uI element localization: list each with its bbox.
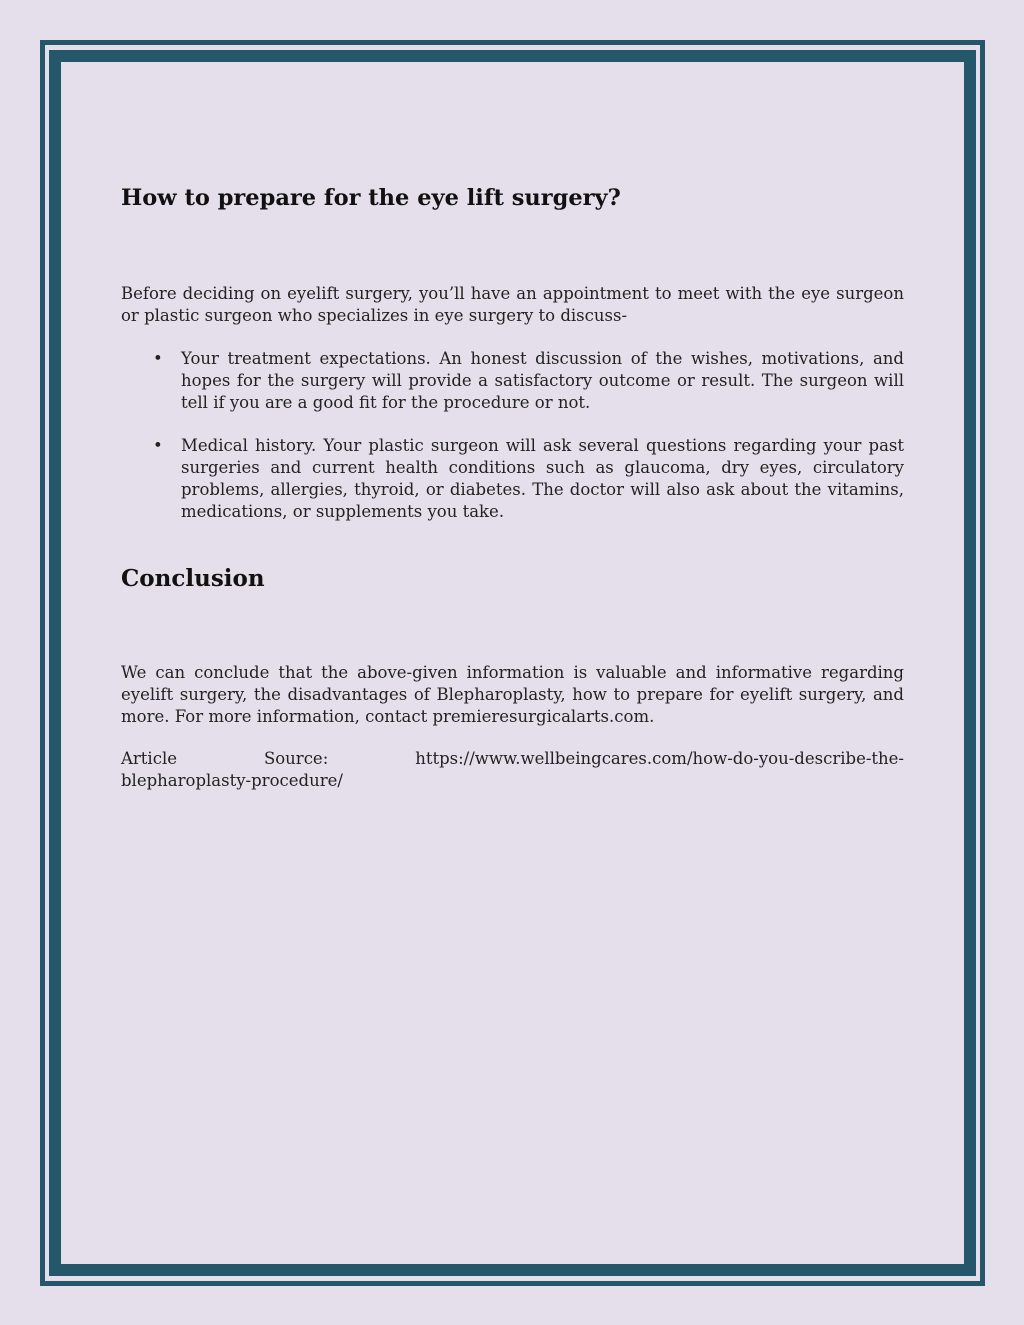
bullet-list xyxy=(121,348,904,544)
list-item xyxy=(153,348,904,414)
list-item-text: Your treatment expectations. An honest discussion of the wishes, motivations, and hopes for the surgery will provide a satisfactory outcome or result. The surgeon will tell if you are a good fit for the procedure or not. xyxy=(181,349,904,412)
source-url-part1: https://www.wellbeingcares.com/how-do-you-describe-the- xyxy=(415,749,904,768)
conclusion-paragraph: We can conclude that the above-given information is valuable and informative regarding eyelift surgery, the disadvantages of Blepharoplasty, how to prepare for eyelift surgery, and more. For more information, contact premieresurgicalarts.com. xyxy=(121,663,904,726)
source-word-article: Article xyxy=(121,749,177,768)
bullet-icon: • xyxy=(153,349,163,368)
list-item xyxy=(153,435,904,523)
bullet-icon: • xyxy=(153,436,163,455)
source-word-source: Source: xyxy=(263,749,329,768)
list-item-text: Medical history. Your plastic surgeon will ask several questions regarding your past surgeries and current health conditions such as glaucoma, dry eyes, circulatory problems, allergies, thyroid, or diabetes. The doctor will also ask about the vitamins, medications, or supplements you take. xyxy=(181,436,904,521)
source-url-part2: blepharoplasty-procedure/ xyxy=(121,771,343,790)
article-source-line1 xyxy=(121,748,904,770)
intro-paragraph: Before deciding on eyelift surgery, you’ll have an appointment to meet with the eye surgeon or plastic surgeon who specializes in eye surgery to discuss- xyxy=(121,284,904,325)
section-heading-prepare: How to prepare for the eye lift surgery? xyxy=(121,185,621,211)
article-source xyxy=(121,748,904,792)
section-heading-conclusion: Conclusion xyxy=(121,565,265,592)
